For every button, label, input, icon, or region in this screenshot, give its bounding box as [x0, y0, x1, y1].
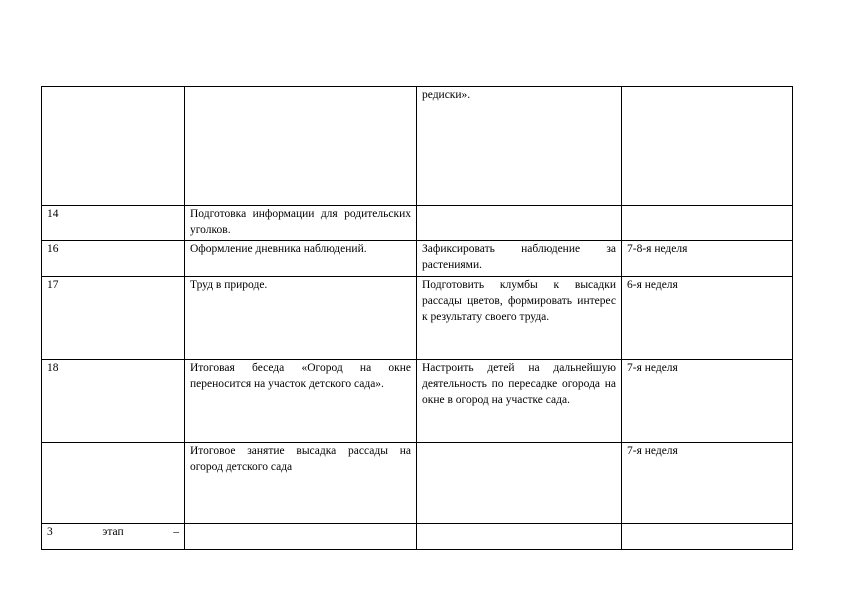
goal-cell: редиски».: [417, 87, 622, 206]
period-cell: 6-я неделя: [622, 277, 793, 360]
activity-cell: Оформление дневника наблюдений.: [185, 241, 417, 277]
table-row: [42, 277, 793, 360]
goal-cell: [417, 524, 622, 550]
period-cell: [622, 524, 793, 550]
row-number-cell: 17: [42, 277, 185, 360]
table-row: [42, 87, 793, 206]
table-row: [42, 524, 793, 550]
goal-cell: [417, 443, 622, 524]
row-number-cell: [42, 87, 185, 206]
stage-label: [47, 524, 179, 540]
activity-cell: Итоговая беседа «Огород на окне переносится на участок детского сада».: [185, 360, 417, 443]
row-number-cell: 16: [42, 241, 185, 277]
stage-dash: –: [173, 526, 179, 538]
goal-cell: Настроить детей на дальнейшую деятельность по пересадке огорода на окне в огород на участке сада.: [417, 360, 622, 443]
goal-cell: Подготовить клумбы к высадки рассады цветов, формировать интерес к результату своего труда.: [417, 277, 622, 360]
table-row: [42, 443, 793, 524]
row-number-cell: 14: [42, 206, 185, 241]
plan-table: [41, 86, 793, 550]
period-cell: [622, 87, 793, 206]
period-cell: [622, 206, 793, 241]
table-row: [42, 206, 793, 241]
goal-cell: [417, 206, 622, 241]
activity-cell: Подготовка информации для родительских уголков.: [185, 206, 417, 241]
activity-cell: [185, 524, 417, 550]
activity-cell: Труд в природе.: [185, 277, 417, 360]
period-cell: 7-я неделя: [622, 360, 793, 443]
period-cell: 7-8-я неделя: [622, 241, 793, 277]
row-number-cell: [42, 443, 185, 524]
row-number-cell: 18: [42, 360, 185, 443]
goal-cell: Зафиксировать наблюдение за растениями.: [417, 241, 622, 277]
activity-cell: Итоговое занятие высадка рассады на огород детского сада: [185, 443, 417, 524]
stage-number: 3: [47, 526, 53, 538]
stage-word: этап: [102, 526, 124, 538]
period-cell: 7-я неделя: [622, 443, 793, 524]
table-row: [42, 360, 793, 443]
activity-cell: [185, 87, 417, 206]
table-row: [42, 241, 793, 277]
stage-cell: [42, 524, 185, 550]
